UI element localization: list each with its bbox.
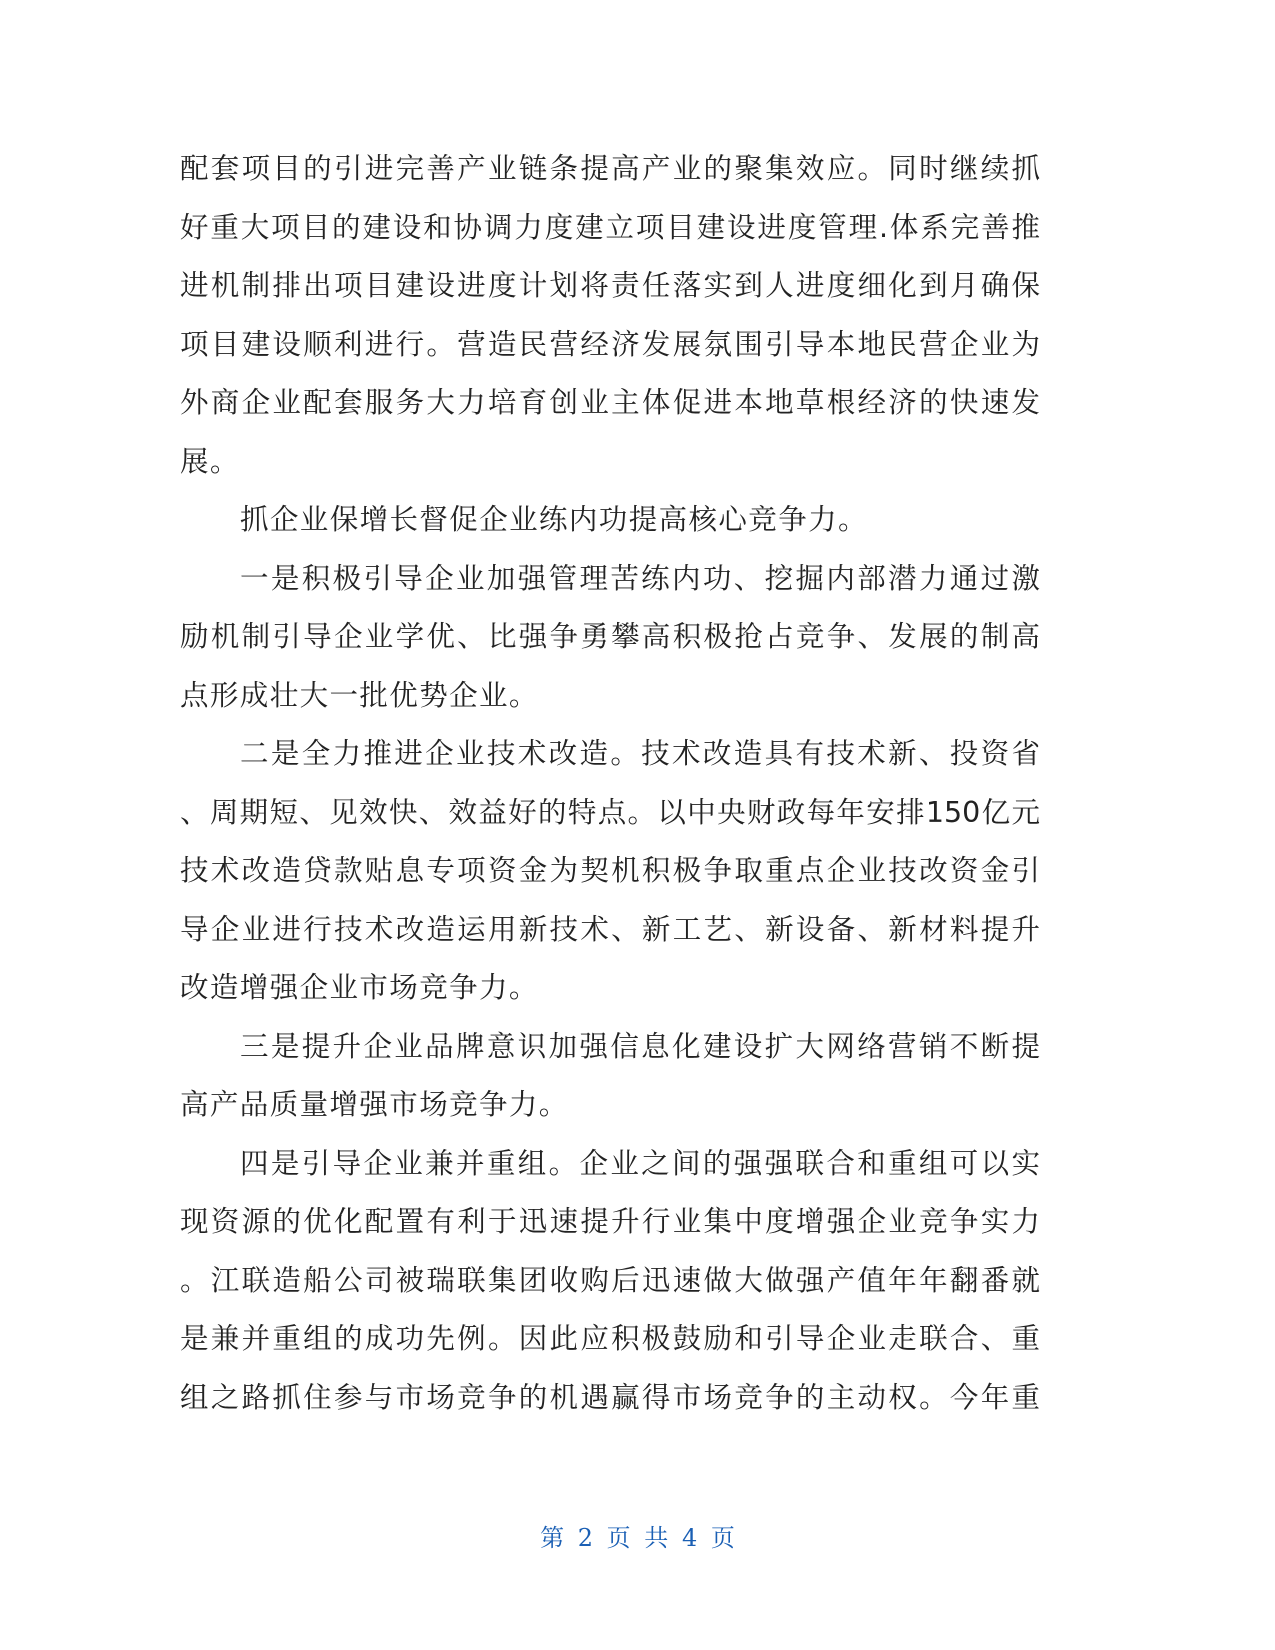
text-line: 好重大项目的建设和协调力度建立项目建设进度管理.体系完善推 [180,210,1040,244]
text-line: 抓企业保增长督促企业练内功提高核心竞争力。 [240,503,868,536]
text-line: 现资源的优化配置有利于迅速提升行业集中度增强企业竞争实力 [180,1205,1040,1238]
text-line: 配套项目的引进完善产业链条提高产业的聚集效应。同时继续抓 [180,152,1040,185]
text-line: 四是引导企业兼并重组。企业之间的强强联合和重组可以实 [240,1146,1040,1180]
text-line: 二是全力推进企业技术改造。技术改造具有技术新、投资省 [240,737,1040,770]
text-line: 进机制排出项目建设进度计划将责任落实到人进度细化到月确保 [180,269,1040,302]
text-line: 高产品质量增强市场竞争力。 [180,1088,569,1121]
text-line: 。江联造船公司被瑞联集团收购后迅速做大做强产值年年翻番就 [180,1263,1040,1297]
text-line: 导企业进行技术改造运用新技术、新工艺、新设备、新材料提升 [180,912,1040,946]
text-line: 点形成壮大一批优势企业。 [180,678,539,712]
page-number-footer: 第 2 页 共 4 页 [540,1524,735,1552]
text-line: 一是积极引导企业加强管理苦练内功、挖掘内部潜力通过激 [240,561,1040,595]
text-line: 展。 [180,444,240,478]
text-line: 是兼并重组的成功先例。因此应积极鼓励和引导企业走联合、重 [180,1322,1040,1355]
text-line: 励机制引导企业学优、比强争勇攀高积极抢占竞争、发展的制高 [180,620,1040,653]
document-body [180,140,1040,1427]
text-line: 外商企业配套服务大力培育创业主体促进本地草根经济的快速发 [180,386,1040,419]
text-line: 、周期短、见效快、效益好的特点。以中央财政每年安排150亿元 [180,795,1040,829]
text-line: 技术改造贷款贴息专项资金为契机积极争取重点企业技改资金引 [180,854,1040,887]
text-line: 项目建设顺利进行。营造民营经济发展氛围引导本地民营企业为 [180,327,1040,361]
text-line: 改造增强企业市场竞争力。 [180,971,539,1004]
text-line: 三是提升企业品牌意识加强信息化建设扩大网络营销不断提 [240,1029,1040,1063]
text-line: 组之路抓住参与市场竞争的机遇赢得市场竞争的主动权。今年重 [180,1380,1040,1414]
